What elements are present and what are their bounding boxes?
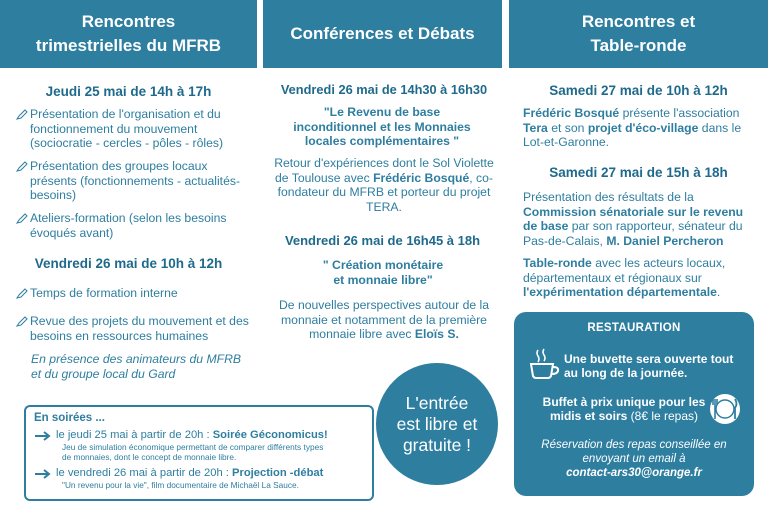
col3-p1-d: et son xyxy=(547,120,588,135)
col2-text1 xyxy=(268,156,500,214)
col1-item-1-text: Présentation de l'organisation et du fonctionnement du mouvement (sociocratie - cercles - pôles - rôles) xyxy=(30,107,224,150)
soiree-event-1-desc1: Jeu de simulation économique permettant de comparer différents types xyxy=(62,442,324,452)
pen-bullet-icon xyxy=(16,315,28,327)
col1-item-3 xyxy=(16,211,254,240)
circle-line2: est libre et xyxy=(396,413,478,434)
soiree-event-1-title: Soirée Géconomicus! xyxy=(212,429,328,441)
soirees-box xyxy=(24,405,374,501)
restauration-resa-line1: Réservation des repas conseillée en xyxy=(541,439,727,451)
col3-p2-c: par son rapporteur, sénateur du Pas-de-Calais, xyxy=(523,219,743,248)
col1-item-5 xyxy=(16,314,254,343)
col2-date2: Vendredi 26 mai de 16h45 à 18h xyxy=(284,233,481,248)
soiree-event-1-date: le jeudi 25 mai à partir de 20h : xyxy=(56,429,213,441)
header-col3-line2: Table-ronde xyxy=(590,36,687,55)
col3-p2-percheron: M. Daniel Percheron xyxy=(606,233,724,248)
soiree-event-2-desc: "Un revenu pour la vie", film documentaire de Michaël La Sauce. xyxy=(62,480,299,490)
col1-item-5-text: Revue des projets du mouvement et des besoins en ressources humaines xyxy=(30,314,249,343)
soirees-title: En soirées ... xyxy=(34,412,105,424)
entree-libre-circle xyxy=(376,363,498,485)
col3-date1: Samedi 27 mai de 10h à 12h xyxy=(549,83,728,98)
col1-item-2 xyxy=(16,159,254,203)
col2-text1-name: Frédéric Bosqué xyxy=(373,170,470,185)
col3-p1-name: Frédéric Bosqué xyxy=(523,106,620,120)
col1-note: En présence des animateurs du MFRB et du groupe local du Gard xyxy=(31,352,241,381)
col3-p2 xyxy=(523,190,755,248)
col3-p1 xyxy=(523,106,755,150)
restauration-reservation xyxy=(514,438,754,480)
col3-p3-d: . xyxy=(716,285,721,299)
soiree-event-2 xyxy=(56,467,366,480)
col2-text2 xyxy=(268,298,500,342)
coffee-cup-icon xyxy=(528,346,560,380)
restauration-box xyxy=(514,312,754,496)
header-col3-line1: Rencontres et xyxy=(581,12,696,31)
header-rencontres-trimestrielles xyxy=(0,0,257,68)
col3-p3 xyxy=(523,256,755,300)
soiree-event-2-title: Projection -débat xyxy=(232,467,324,479)
arrow-right-icon xyxy=(35,469,53,479)
header-col1-line1: Rencontres xyxy=(81,12,176,31)
col3-date2: Samedi 27 mai de 15h à 18h xyxy=(549,165,728,180)
restauration-buvette: Une buvette sera ouverte tout au long de la journée. xyxy=(564,352,734,380)
col3-p3-experimentation: l'expérimentation départementale xyxy=(523,285,717,299)
col2-text1-a: Retour d'expériences dont le Sol Violette de Toulouse avec xyxy=(274,156,494,185)
pen-bullet-icon xyxy=(16,108,28,120)
header-col1-line2: trimestrielles du MFRB xyxy=(35,36,222,55)
circle-line1: L'entrée xyxy=(405,392,469,413)
restauration-buffet-price: (8€ le repas) xyxy=(627,409,699,423)
col3-p1-f: dans le Lot-et-Garonne. xyxy=(523,120,742,149)
col3-p1-b: présente l'association xyxy=(619,106,740,120)
col2-text1-c: , co-fondateur du MFRB et porteur du projet TERA. xyxy=(277,170,493,214)
col2-date1: Vendredi 26 mai de 14h30 à 16h30 xyxy=(280,82,488,97)
pen-bullet-icon xyxy=(16,160,28,172)
col2-quote1: "Le Revenu de base inconditionnel et les Monnaies locales complémentaires " xyxy=(293,105,471,148)
pen-bullet-icon xyxy=(16,287,28,299)
col1-date2: Vendredi 26 mai de 10h à 12h xyxy=(34,256,223,271)
col3-p2-commission: Commission sénatoriale sur le revenu de base xyxy=(523,204,744,233)
col3-p2-a: Présentation des résultats de la xyxy=(523,190,694,204)
col3-p3-table-ronde: Table-ronde xyxy=(523,256,592,270)
pen-bullet-icon xyxy=(16,212,28,224)
col1-item-4-text: Temps de formation interne xyxy=(30,286,178,300)
header-col2-title: Conférences et Débats xyxy=(290,24,475,43)
col1-item-1 xyxy=(16,107,254,151)
soiree-event-1 xyxy=(56,429,366,442)
soiree-event-2-date: le vendredi 26 mai à partir de 20h : xyxy=(56,467,232,479)
header-conferences xyxy=(263,0,502,68)
arrow-right-icon xyxy=(35,431,53,441)
col3-p1-project: projet d'éco-village xyxy=(587,120,699,135)
restauration-title: RESTAURATION xyxy=(587,322,681,334)
restauration-buffet xyxy=(534,395,714,423)
col2-text2-name: Eloïs S. xyxy=(414,327,459,341)
col1-item-4 xyxy=(16,286,254,301)
restauration-email[interactable]: contact-ars30@orange.fr xyxy=(566,467,702,479)
col3-p1-tera: Tera xyxy=(523,120,548,135)
col1-item-2-text: Présentation des groupes locaux présents (fonctionnements - actualités- besoins) xyxy=(30,159,240,202)
col1-date1: Jeudi 25 mai de 14h à 17h xyxy=(45,84,212,99)
circle-line3: gratuite ! xyxy=(402,434,472,455)
soiree-event-1-desc2: de monnaies, dont le concept de monnaie libre. xyxy=(62,452,237,462)
restauration-resa-line2: envoyant un email à xyxy=(582,453,686,465)
col2-text2-a: De nouvelles perspectives autour de la monnaie et notamment de la première monnaie libre avec xyxy=(278,298,490,341)
plate-cutlery-icon xyxy=(706,392,744,426)
col1-item-3-text: Ateliers-formation (selon les besoins évoqués avant) xyxy=(30,211,227,240)
col2-quote2: " Création monétaire et monnaie libre" xyxy=(322,258,444,287)
restauration-buffet-a: Buffet à prix unique pour les midis et soirs xyxy=(542,395,706,423)
col3-p3-b: avec les acteurs locaux, départementaux et régionaux sur xyxy=(523,256,726,285)
header-table-ronde xyxy=(509,0,768,68)
